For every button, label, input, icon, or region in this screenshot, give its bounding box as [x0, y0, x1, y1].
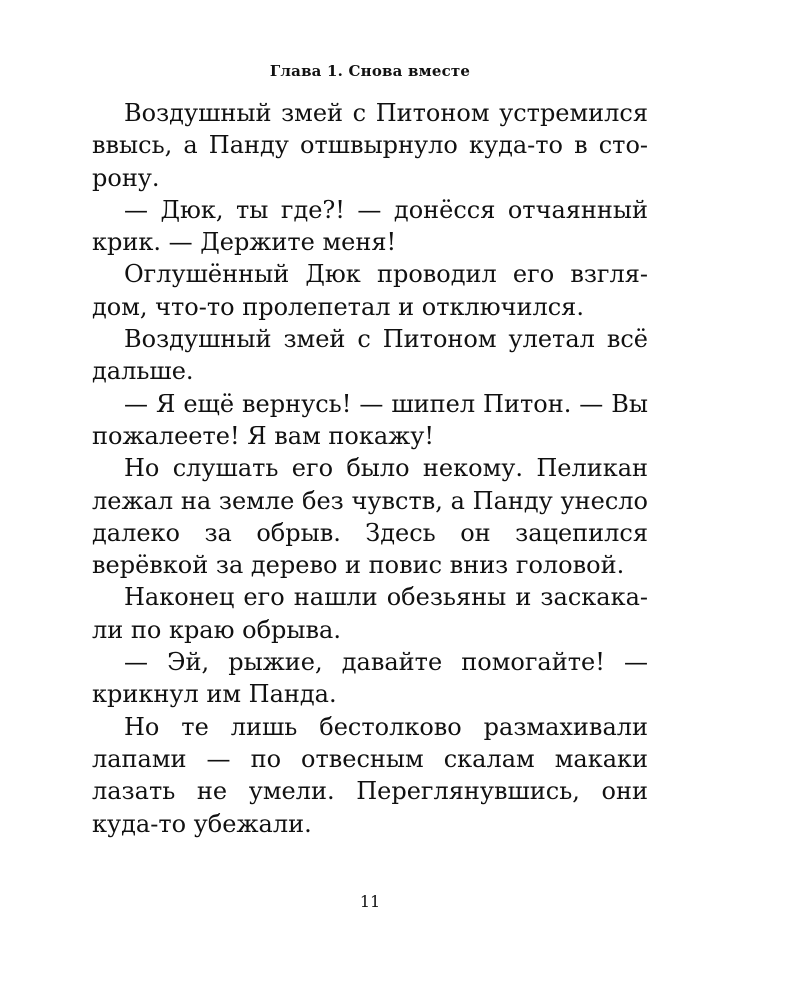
paragraph: — Дюк, ты где?! — донёсся отчаянный крик. — Держите меня!	[92, 195, 648, 257]
paragraph: — Эй, рыжие, давайте помогайте! — крикнул им Панда.	[92, 648, 648, 709]
page-number: 11	[359, 892, 381, 911]
paragraph: Но слушать его было некому. Пеликан лежал на земле без чувств, а Панду унесло далеко за обрыв. Здесь он зацепился верёвкой за дерево и повис вниз головой.	[92, 454, 648, 580]
paragraph: Воздушный змей с Питоном улетал всё дальше.	[92, 325, 648, 386]
paragraph: — Я ещё вернусь! — шипел Питон. — Вы пожалеете! Я вам покажу!	[92, 389, 648, 450]
paragraph: Воздушный змей с Питоном устремился ввысь, а Панду отшвырнуло куда-то в сторону.	[92, 99, 648, 192]
running-head: Глава 1. Снова вместе	[269, 62, 471, 80]
paragraph: Оглушённый Дюк проводил его взглядом, что-то пролепетал и отключился.	[92, 260, 648, 321]
paragraph: Но те лишь бестолково размахивали лапами — по отвесным скалам макаки лазать не умели. Переглянувшись, они куда-то убежали.	[92, 712, 648, 838]
body-text	[92, 97, 648, 840]
paragraph: Наконец его нашли обезьяны и заскакали по краю обрыва.	[92, 583, 648, 644]
